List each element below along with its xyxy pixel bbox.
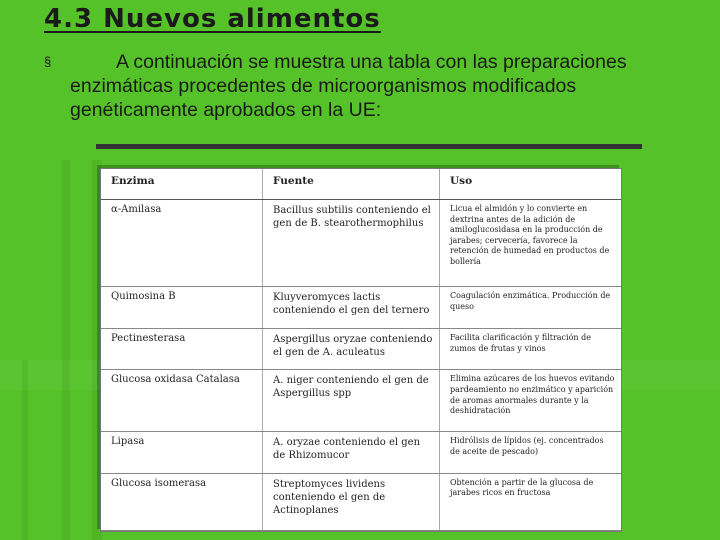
cell-uso: Hidrólisis de lípidos (ej. concentrados de aceite de pescado) [440, 432, 622, 474]
bullet-text: A continuación se muestra una tabla con las preparaciones enzimáticas procedentes de microorganismos modificados genéticamente aprobados en la UE: [70, 51, 627, 121]
cell-enzima: Pectinesterasa [101, 328, 263, 370]
cell-enzima: α-Amilasa [101, 200, 263, 287]
cell-enzima: Glucosa oxidasa Catalasa [101, 370, 263, 432]
table-row [101, 370, 621, 432]
cell-fuente: Kluyveromyces lactis conteniendo el gen del ternero [263, 287, 440, 329]
enzyme-table [101, 169, 621, 531]
table-header-row [101, 169, 621, 200]
cell-enzima: Quimosina B [101, 287, 263, 329]
cell-fuente: A. oryzae conteniendo el gen de Rhizomucor [263, 432, 440, 474]
background-stripe [62, 160, 70, 540]
slide-title: 4.3 Nuevos alimentos [44, 4, 381, 34]
background-stripe [22, 360, 28, 540]
cell-uso: Facilita clarificación y filtración de zumos de frutas y vinos [440, 328, 622, 370]
cell-fuente: Bacillus subtilis conteniendo el gen de B. stearothermophilus [263, 200, 440, 287]
table-row [101, 287, 621, 329]
table-row [101, 473, 621, 530]
cell-uso: Licua el almidón y lo convierte en dextrina antes de la adición de amiloglucosidasa en la producción de jarabes; cervecería, favorece la retención de humedad en productos de bollería [440, 200, 622, 287]
cell-uso: Obtención a partir de la glucosa de jarabes ricos en fructosa [440, 473, 622, 530]
header-uso: Uso [440, 169, 622, 200]
cell-fuente: Streptomyces lividens conteniendo el gen de Actinoplanes [263, 473, 440, 530]
cell-uso: Coagulación enzimática. Producción de queso [440, 287, 622, 329]
table-row [101, 328, 621, 370]
cell-fuente: A. niger conteniendo el gen de Aspergillus spp [263, 370, 440, 432]
bullet-paragraph [44, 50, 704, 122]
section-bullet-icon: § [44, 54, 52, 69]
cell-uso: Elimina azúcares de los huevos evitando pardeamiento no enzimático y aparición de aromas anormales durante y la deshidratación [440, 370, 622, 432]
header-fuente: Fuente [263, 169, 440, 200]
table-row [101, 200, 621, 287]
table-top-rule [96, 144, 642, 149]
cell-enzima: Lipasa [101, 432, 263, 474]
table-row [101, 432, 621, 474]
header-enzima: Enzima [101, 169, 263, 200]
cell-enzima: Glucosa isomerasa [101, 473, 263, 530]
cell-fuente: Aspergillus oryzae conteniendo el gen de A. aculeatus [263, 328, 440, 370]
enzyme-table-image [100, 168, 622, 532]
